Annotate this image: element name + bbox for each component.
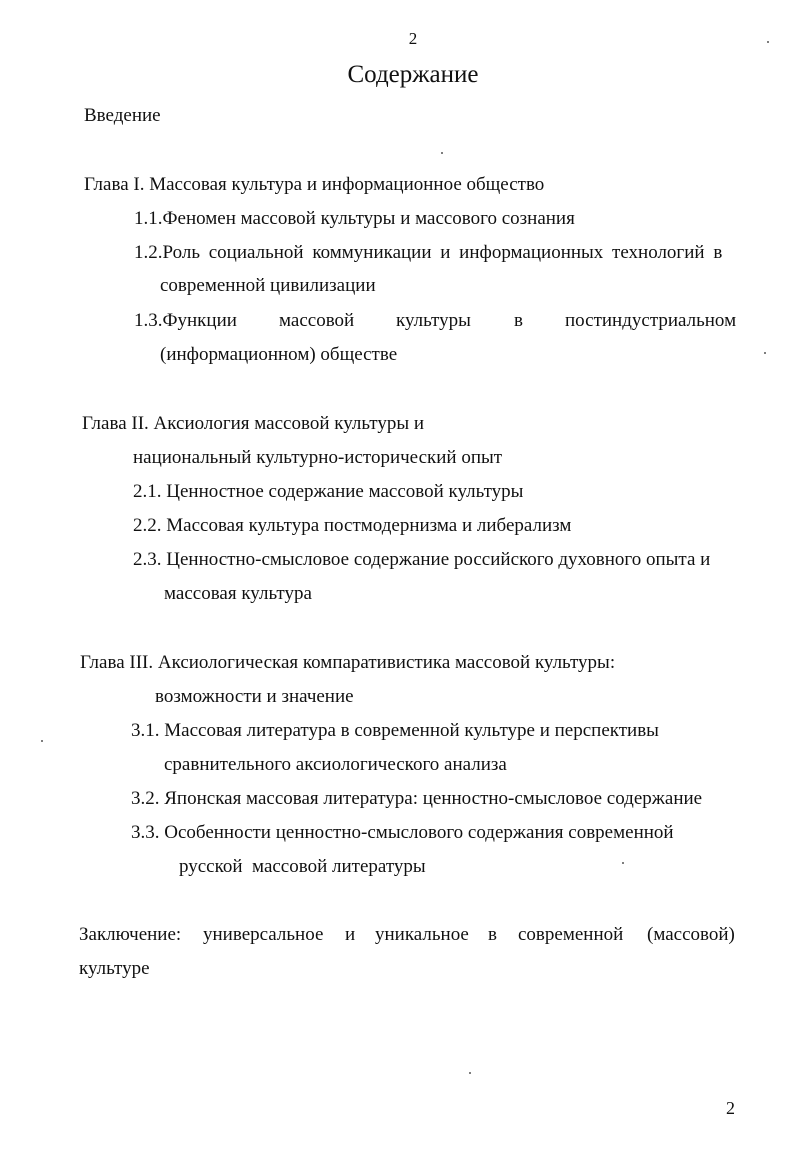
page-number-bottom: 2: [726, 1098, 735, 1118]
toc-chapter-2-heading-line1: Глава II. Аксиология массовой культуры и: [82, 413, 425, 434]
toc-section-1-3-word3: культуры: [396, 310, 471, 331]
toc-section-1-2-line2: современной цивилизации: [160, 275, 376, 296]
toc-section-3-3-line1: 3.3. Особенности ценностно-смыслового содержания современной: [131, 822, 674, 843]
toc-conclusion-word4: уникальное: [375, 924, 469, 945]
scan-speck: [622, 862, 624, 864]
toc-chapter-3-heading-line1: Глава III. Аксиологическая компаративистика массовой культуры:: [80, 652, 616, 673]
toc-section-3-1-line1: 3.1. Массовая литература в современной культуре и перспективы: [131, 720, 659, 741]
toc-conclusion-word1: Заключение:: [79, 924, 182, 945]
toc-section-2-3-line2: массовая культура: [164, 583, 312, 604]
toc-conclusion-line2: культуре: [79, 958, 150, 979]
toc-conclusion-word3: и: [345, 924, 356, 945]
toc-section-1-3-word5: постиндустриальном: [565, 310, 737, 331]
scan-speck: [764, 352, 766, 354]
page-number-top: 2: [408, 29, 418, 48]
toc-section-3-2: 3.2. Японская массовая литература: ценностно-смысловое содержание: [131, 788, 703, 809]
toc-section-1-3-word4: в: [514, 310, 523, 331]
page-title: Содержание: [347, 61, 479, 88]
scan-speck: [767, 41, 769, 43]
toc-conclusion-word6: современной: [518, 924, 624, 945]
toc-section-3-3-line2: русской массовой литературы: [179, 856, 426, 877]
scan-speck: [41, 740, 43, 742]
toc-chapter-1-heading: Глава I. Массовая культура и информационное общество: [84, 174, 545, 195]
toc-introduction: Введение: [84, 105, 161, 126]
toc-section-2-3-line1: 2.3. Ценностно-смысловое содержание российского духовного опыта и: [133, 549, 711, 570]
toc-section-1-3-line2: (информационном) обществе: [160, 344, 398, 365]
toc-conclusion-word5: в: [488, 924, 497, 945]
toc-section-3-1-line2: сравнительного аксиологического анализа: [164, 754, 507, 775]
toc-section-1-1: 1.1.Феномен массовой культуры и массового сознания: [134, 208, 575, 229]
toc-section-1-3-word1: 1.3.Функции: [134, 310, 237, 331]
toc-section-2-2: 2.2. Массовая культура постмодернизма и либерализм: [133, 515, 572, 536]
scan-speck: [441, 152, 443, 154]
scan-speck: [469, 1072, 471, 1074]
toc-conclusion-word2: универсальное: [203, 924, 324, 945]
toc-chapter-2-heading-line2: национальный культурно-исторический опыт: [133, 447, 503, 468]
toc-chapter-3-heading-line2: возможности и значение: [155, 686, 354, 707]
toc-section-1-3-word2: массовой: [279, 310, 355, 331]
toc-conclusion-word7: (массовой): [647, 924, 735, 945]
toc-section-1-2-line1: 1.2.Роль социальной коммуникации и информационных технологий в: [134, 242, 723, 263]
toc-section-2-1: 2.1. Ценностное содержание массовой культуры: [133, 481, 524, 502]
